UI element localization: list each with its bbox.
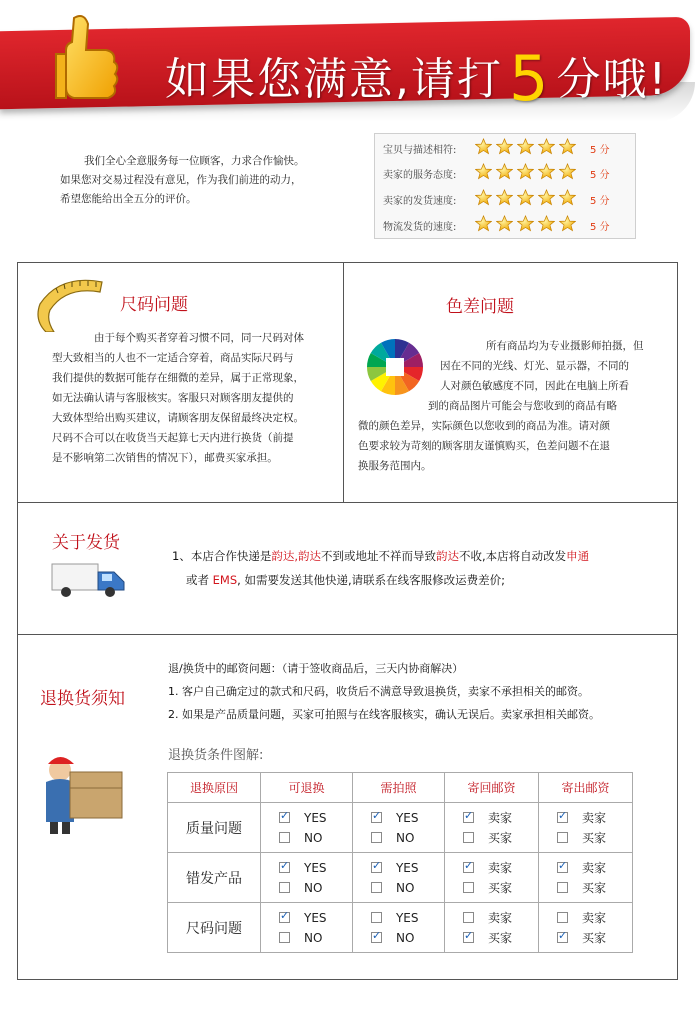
table-cell xyxy=(261,803,353,853)
color-line: 色要求较为苛刻的顾客朋友谨慎购买，色差问题不在退 xyxy=(358,440,610,452)
option-label: NO xyxy=(304,880,323,895)
star-icon xyxy=(475,138,492,159)
delivery-person-icon xyxy=(40,752,126,836)
banner-text-before: 如果您满意,请打 xyxy=(165,54,503,105)
option xyxy=(539,858,632,878)
option xyxy=(261,808,352,828)
option-label: YES xyxy=(304,810,327,825)
thumbs-up-icon xyxy=(52,10,122,108)
star-group xyxy=(475,215,576,236)
option xyxy=(261,928,352,948)
color-line: 人对颜色敏感度不同，因此在电脑上所看 xyxy=(440,380,629,392)
option xyxy=(353,858,444,878)
rating-label: 物流发货的速度: xyxy=(383,221,457,233)
option xyxy=(353,928,444,948)
option-label: 买家 xyxy=(487,831,512,845)
star-icon xyxy=(538,138,555,159)
option-label: YES xyxy=(395,810,419,825)
unchecked-checkbox[interactable] xyxy=(279,932,290,943)
shipping-text-part: 不收,本店将自动改发 xyxy=(458,549,567,563)
checked-checkbox[interactable] xyxy=(371,932,382,943)
option-label: 买家 xyxy=(581,831,606,845)
option xyxy=(445,908,538,928)
checked-checkbox[interactable] xyxy=(557,812,568,823)
option-label: 卖家 xyxy=(581,911,606,925)
size-line: 由于每个购买者穿着习惯不同，同一尺码对体 xyxy=(94,332,304,344)
table-cell xyxy=(352,903,444,953)
shipping-text xyxy=(172,544,589,592)
size-paragraph xyxy=(52,328,304,468)
star-icon xyxy=(517,189,534,210)
size-line: 型大致相当的人也不一定适合穿着，商品实际尺码与 xyxy=(52,352,294,364)
table-cell xyxy=(444,853,538,903)
color-line: 换服务范围内。 xyxy=(358,460,432,472)
return-reason: 错发产品 xyxy=(168,853,261,903)
option-label: 卖家 xyxy=(487,811,512,825)
table-cell xyxy=(538,853,632,903)
unchecked-checkbox[interactable] xyxy=(371,912,382,923)
returns-title: 退换货须知 xyxy=(40,689,125,709)
courier-yunda: 韵达 xyxy=(435,549,459,563)
option xyxy=(353,828,444,848)
shipping-title: 关于发货 xyxy=(52,533,120,553)
return-reason: 质量问题 xyxy=(168,803,261,853)
star-group xyxy=(475,163,576,184)
option-label: NO xyxy=(304,830,323,845)
courier-yunda: 韵达 xyxy=(271,549,295,563)
option xyxy=(353,808,444,828)
intro-line: 希望您能给出全五分的评价。 xyxy=(60,193,197,205)
checked-checkbox[interactable] xyxy=(463,862,474,873)
checked-checkbox[interactable] xyxy=(279,862,290,873)
option-label: NO xyxy=(304,930,323,945)
star-icon xyxy=(538,215,555,236)
section-divider xyxy=(17,502,678,503)
table-cell xyxy=(538,803,632,853)
option-label: NO xyxy=(395,930,415,945)
table-cell xyxy=(538,903,632,953)
star-icon xyxy=(496,163,513,184)
checked-checkbox[interactable] xyxy=(463,812,474,823)
option xyxy=(445,928,538,948)
option-label: 买家 xyxy=(581,931,606,945)
option xyxy=(353,878,444,898)
star-icon xyxy=(475,215,492,236)
star-icon xyxy=(538,189,555,210)
rating-label: 卖家的服务态度: xyxy=(383,169,457,181)
shipping-line-2 xyxy=(172,568,589,592)
table-header: 可退换 xyxy=(261,773,353,803)
star-icon xyxy=(517,138,534,159)
shipping-text-part: 不到或地址不祥而导致 xyxy=(320,549,436,563)
banner-text-after: 分哦! xyxy=(556,54,669,105)
option xyxy=(261,908,352,928)
table-row xyxy=(168,803,633,853)
option-label: 卖家 xyxy=(581,861,606,875)
table-cell xyxy=(261,903,353,953)
option xyxy=(445,858,538,878)
color-line: 因在不同的光线、灯光、显示器，不同的 xyxy=(440,360,629,372)
size-line: 如无法确认请与客服核实。客服只对顾客朋友提供的 xyxy=(52,392,294,404)
option xyxy=(539,878,632,898)
option-label: 买家 xyxy=(581,881,606,895)
returns-table-caption: 退换货条件图解: xyxy=(168,748,264,763)
courier-yunda: 韵达 xyxy=(297,549,321,563)
option-label: 买家 xyxy=(487,931,512,945)
option-label: NO xyxy=(395,830,415,845)
table-header: 寄回邮资 xyxy=(444,773,538,803)
size-line: 大致体型给出购买建议，请顾客朋友保留最终决定权。 xyxy=(52,412,304,424)
unchecked-checkbox[interactable] xyxy=(371,882,382,893)
checked-checkbox[interactable] xyxy=(463,932,474,943)
table-cell xyxy=(352,853,444,903)
returns-item: 2. 如果是产品质量问题，买家可拍照与在线客服核实，确认无误后。卖家承担相关邮资。 xyxy=(168,708,600,721)
shipping-text-part: 1、本店合作快递是 xyxy=(172,549,272,563)
option xyxy=(261,858,352,878)
checked-checkbox[interactable] xyxy=(557,862,568,873)
option xyxy=(445,808,538,828)
size-line: 尺码不合可以在收货当天起算七天内进行换货（前提 xyxy=(52,432,294,444)
rating-row xyxy=(383,214,631,236)
rating-row xyxy=(383,162,631,184)
column-divider xyxy=(343,262,344,502)
rating-score: 5 分 xyxy=(590,144,610,156)
option-label: YES xyxy=(395,860,419,875)
star-icon xyxy=(559,138,576,159)
checked-checkbox[interactable] xyxy=(557,932,568,943)
return-reason: 尺码问题 xyxy=(168,903,261,953)
table-cell xyxy=(444,803,538,853)
table-header: 需拍照 xyxy=(352,773,444,803)
star-icon xyxy=(475,163,492,184)
rating-score: 5 分 xyxy=(590,221,610,233)
option-label: 买家 xyxy=(487,881,512,895)
returns-heading: 退/换货中的邮资问题：（请于签收商品后，三天内协商解决） xyxy=(168,662,464,675)
star-icon xyxy=(559,163,576,184)
unchecked-checkbox[interactable] xyxy=(371,832,382,843)
table-header: 寄出邮资 xyxy=(538,773,632,803)
checked-checkbox[interactable] xyxy=(279,812,290,823)
star-icon xyxy=(496,189,513,210)
star-icon xyxy=(538,163,555,184)
color-paragraph xyxy=(358,336,644,476)
rating-label: 宝贝与描述相符: xyxy=(383,144,457,156)
option xyxy=(539,808,632,828)
table-row xyxy=(168,853,633,903)
intro-line: 我们全心全意服务每一位顾客，力求合作愉快。 xyxy=(84,155,305,167)
rating-score: 5 分 xyxy=(590,195,610,207)
rating-label: 卖家的发货速度: xyxy=(383,195,457,207)
option xyxy=(261,878,352,898)
option xyxy=(445,828,538,848)
star-group xyxy=(475,189,576,210)
star-icon xyxy=(496,138,513,159)
table-header: 退换原因 xyxy=(168,773,261,803)
unchecked-checkbox[interactable] xyxy=(557,882,568,893)
returns-notes xyxy=(168,657,600,726)
table-cell xyxy=(352,803,444,853)
unchecked-checkbox[interactable] xyxy=(557,912,568,923)
size-line: 我们提供的数据可能存在细微的差异，属于正常现象， xyxy=(52,372,304,384)
banner-text xyxy=(165,36,669,115)
option-label: 卖家 xyxy=(487,911,512,925)
option-label: 卖家 xyxy=(487,861,512,875)
star-icon xyxy=(496,215,513,236)
checked-checkbox[interactable] xyxy=(279,912,290,923)
color-line: 所有商品均为专业摄影师拍摄，但 xyxy=(486,340,644,352)
unchecked-checkbox[interactable] xyxy=(557,832,568,843)
option-label: YES xyxy=(304,910,327,925)
delivery-truck-icon xyxy=(50,560,128,600)
option xyxy=(539,828,632,848)
option-label: YES xyxy=(304,860,327,875)
option xyxy=(353,908,444,928)
unchecked-checkbox[interactable] xyxy=(279,832,290,843)
table-cell xyxy=(444,903,538,953)
option xyxy=(539,908,632,928)
star-icon xyxy=(517,163,534,184)
shipping-text-part: 或者 xyxy=(186,573,209,587)
rating-request-banner xyxy=(0,10,695,120)
intro-text xyxy=(60,152,360,209)
option xyxy=(539,928,632,948)
unchecked-checkbox[interactable] xyxy=(463,912,474,923)
star-icon xyxy=(559,189,576,210)
star-group xyxy=(475,138,576,159)
option-label: NO xyxy=(395,880,415,895)
courier-ems: EMS xyxy=(212,573,238,587)
intro-line: 如果您对交易过程没有意见，作为我们前进的动力， xyxy=(60,174,302,186)
tape-measure-icon xyxy=(36,274,106,332)
checked-checkbox[interactable] xyxy=(371,862,382,873)
option xyxy=(261,828,352,848)
courier-shentong: 申通 xyxy=(566,549,590,563)
table-header-row xyxy=(168,773,633,803)
rating-score: 5 分 xyxy=(590,169,610,181)
star-icon xyxy=(559,215,576,236)
table-row xyxy=(168,903,633,953)
section-divider xyxy=(17,634,678,635)
rating-row xyxy=(383,188,631,210)
shipping-comma: , xyxy=(294,549,298,563)
returns-table xyxy=(167,772,633,953)
color-line: 微的颜色差异，实际颜色以您收到的商品为准。请对颜 xyxy=(358,420,610,432)
color-title: 色差问题 xyxy=(446,297,514,317)
unchecked-checkbox[interactable] xyxy=(463,882,474,893)
table-cell xyxy=(261,853,353,903)
rating-box xyxy=(374,133,636,239)
unchecked-checkbox[interactable] xyxy=(279,882,290,893)
rating-row xyxy=(383,137,631,159)
option-label: YES xyxy=(395,910,419,925)
option xyxy=(445,878,538,898)
checked-checkbox[interactable] xyxy=(371,812,382,823)
unchecked-checkbox[interactable] xyxy=(463,832,474,843)
option-label: 卖家 xyxy=(581,811,606,825)
color-line: 到的商品图片可能会与您收到的商品有略 xyxy=(428,400,617,412)
star-icon xyxy=(475,189,492,210)
shipping-text-part: , 如需要发送其他快递,请联系在线客服修改运费差价; xyxy=(237,573,505,587)
returns-item: 1. 客户自己确定过的款式和尺码，收货后不满意导致退换货，卖家不承担相关的邮资。 xyxy=(168,685,589,698)
star-icon xyxy=(517,215,534,236)
shipping-line-1 xyxy=(172,544,589,568)
size-title: 尺码问题 xyxy=(120,295,188,315)
banner-five: 5 xyxy=(509,42,551,115)
size-line: 是不影响第二次销售的情况下），邮费买家承担。 xyxy=(52,452,278,464)
